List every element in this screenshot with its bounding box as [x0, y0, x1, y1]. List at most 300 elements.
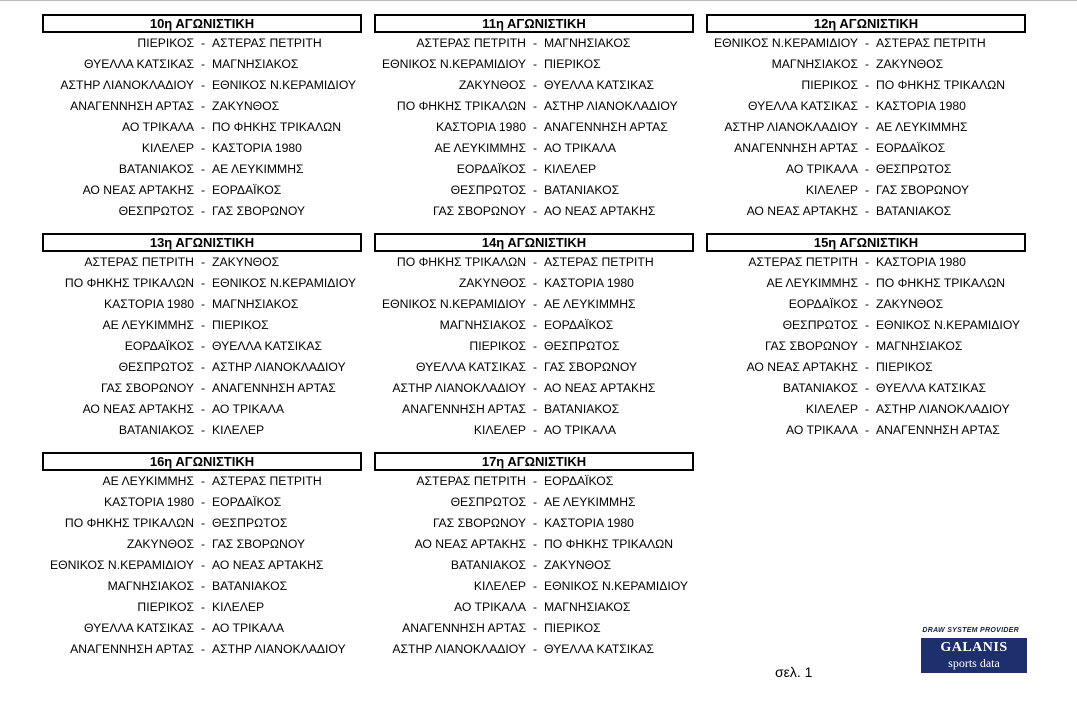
match-row — [42, 357, 362, 378]
match-row — [706, 252, 1026, 273]
home-team: ΓΑΣ ΣΒΟΡΩΝΟΥ — [100, 381, 194, 395]
away-team: ΑΟ ΤΡΙΚΑΛΑ — [212, 621, 285, 635]
home-team: ΠΙΕΡΙΚΟΣ — [469, 339, 526, 353]
round-title: 14η ΑΓΩΝΙΣΤΙΚΗ — [374, 233, 694, 252]
home-team: ΒΑΤΑΝΙΑΚΟΣ — [118, 162, 194, 176]
top-rule — [0, 0, 1077, 6]
away-team: ΖΑΚΥΝΘΟΣ — [212, 99, 280, 113]
round-block — [374, 452, 694, 660]
match-row — [374, 639, 694, 660]
match-row — [42, 336, 362, 357]
round-block — [706, 233, 1026, 441]
match-row — [42, 138, 362, 159]
match-row — [374, 336, 694, 357]
match-separator: - — [864, 78, 870, 92]
match-separator: - — [200, 402, 206, 416]
match-separator: - — [532, 474, 538, 488]
home-team: ΓΑΣ ΣΒΟΡΩΝΟΥ — [764, 339, 858, 353]
logo-box — [921, 638, 1027, 673]
away-team: ΚΙΛΕΛΕΡ — [212, 600, 265, 614]
home-team: ΕΘΝΙΚΟΣ Ν.ΚΕΡΑΜΙΔΙΟΥ — [381, 297, 526, 311]
match-separator: - — [532, 339, 538, 353]
match-row — [42, 420, 362, 441]
home-team: ΠΙΕΡΙΚΟΣ — [137, 600, 194, 614]
home-team: ΑΟ ΝΕΑΣ ΑΡΤΑΚΗΣ — [82, 183, 194, 197]
match-separator: - — [200, 141, 206, 155]
match-separator: - — [200, 423, 206, 437]
home-team: ΒΑΤΑΝΙΑΚΟΣ — [118, 423, 194, 437]
match-row — [374, 534, 694, 555]
match-row — [374, 618, 694, 639]
home-team: ΑΣΤΗΡ ΛΙΑΝΟΚΛΑΔΙΟΥ — [724, 120, 858, 134]
match-row — [706, 54, 1026, 75]
match-row — [706, 315, 1026, 336]
away-team: ΑΕ ΛΕΥΚΙΜΜΗΣ — [544, 297, 636, 311]
match-separator: - — [200, 183, 206, 197]
match-separator: - — [200, 516, 206, 530]
home-team: ΑΟ ΤΡΙΚΑΛΑ — [453, 600, 526, 614]
match-separator: - — [864, 183, 870, 197]
match-separator: - — [200, 99, 206, 113]
home-team: ΕΟΡΔΑΪΚΟΣ — [124, 339, 194, 353]
galanis-logo — [921, 626, 1027, 674]
round-title: 12η ΑΓΩΝΙΣΤΙΚΗ — [706, 14, 1026, 33]
match-row — [374, 420, 694, 441]
match-separator: - — [200, 255, 206, 269]
away-team: ΑΣΤΕΡΑΣ ΠΕΤΡΙΤΗ — [212, 36, 322, 50]
away-team: ΓΑΣ ΣΒΟΡΩΝΟΥ — [544, 360, 638, 374]
away-team: ΠΙΕΡΙΚΟΣ — [544, 621, 601, 635]
home-team: ΠΟ ΦΗΚΗΣ ΤΡΙΚΑΛΩΝ — [396, 99, 526, 113]
match-separator: - — [200, 600, 206, 614]
match-separator: - — [864, 276, 870, 290]
home-team: ΚΙΛΕΛΕΡ — [805, 402, 858, 416]
away-team: ΚΙΛΕΛΕΡ — [544, 162, 597, 176]
match-separator: - — [532, 621, 538, 635]
match-row — [42, 378, 362, 399]
away-team: ΠΟ ΦΗΚΗΣ ΤΡΙΚΑΛΩΝ — [544, 537, 674, 551]
match-row — [42, 159, 362, 180]
match-separator: - — [864, 360, 870, 374]
away-team: ΓΑΣ ΣΒΟΡΩΝΟΥ — [876, 183, 970, 197]
match-separator: - — [864, 318, 870, 332]
home-team: ΑΟ ΝΕΑΣ ΑΡΤΑΚΗΣ — [414, 537, 526, 551]
match-separator: - — [200, 558, 206, 572]
away-team: ΒΑΤΑΝΙΑΚΟΣ — [212, 579, 288, 593]
match-row — [42, 54, 362, 75]
away-team: ΚΑΣΤΟΡΙΑ 1980 — [876, 99, 966, 113]
away-team: ΠΙΕΡΙΚΟΣ — [212, 318, 269, 332]
match-separator: - — [200, 297, 206, 311]
away-team: ΑΕ ΛΕΥΚΙΜΜΗΣ — [212, 162, 304, 176]
match-row — [374, 117, 694, 138]
home-team: ΘΥΕΛΛΑ ΚΑΤΣΙΚΑΣ — [84, 57, 194, 71]
match-row — [706, 96, 1026, 117]
away-team: ΑΣΤΕΡΑΣ ΠΕΤΡΙΤΗ — [544, 255, 654, 269]
match-row — [42, 180, 362, 201]
round-block — [374, 14, 694, 222]
match-row — [706, 273, 1026, 294]
match-separator: - — [864, 120, 870, 134]
match-separator: - — [864, 339, 870, 353]
match-separator: - — [864, 162, 870, 176]
match-separator: - — [200, 78, 206, 92]
match-row — [374, 513, 694, 534]
away-team: ΘΥΕΛΛΑ ΚΑΤΣΙΚΑΣ — [544, 642, 654, 656]
home-team: ΘΥΕΛΛΑ ΚΑΤΣΙΚΑΣ — [416, 360, 526, 374]
match-separator: - — [532, 204, 538, 218]
away-team: ΠΙΕΡΙΚΟΣ — [544, 57, 601, 71]
match-row — [42, 492, 362, 513]
home-team: ΘΥΕΛΛΑ ΚΑΤΣΙΚΑΣ — [748, 99, 858, 113]
away-team: ΖΑΚΥΝΘΟΣ — [876, 57, 944, 71]
away-team: ΚΑΣΤΟΡΙΑ 1980 — [876, 255, 966, 269]
match-row — [42, 273, 362, 294]
match-separator: - — [532, 381, 538, 395]
match-row — [374, 273, 694, 294]
home-team: ΓΑΣ ΣΒΟΡΩΝΟΥ — [432, 516, 526, 530]
home-team: ΒΑΤΑΝΙΑΚΟΣ — [782, 381, 858, 395]
home-team: ΘΕΣΠΡΩΤΟΣ — [450, 183, 526, 197]
away-team: ΕΟΡΔΑΪΚΟΣ — [544, 474, 614, 488]
away-team: ΖΑΚΥΝΘΟΣ — [544, 558, 612, 572]
match-row — [374, 252, 694, 273]
away-team: ΒΑΤΑΝΙΑΚΟΣ — [544, 402, 620, 416]
match-row — [374, 357, 694, 378]
match-row — [42, 96, 362, 117]
match-separator: - — [532, 600, 538, 614]
match-row — [706, 159, 1026, 180]
match-row — [374, 180, 694, 201]
away-team: ΘΥΕΛΛΑ ΚΑΤΣΙΚΑΣ — [212, 339, 322, 353]
match-separator: - — [200, 642, 206, 656]
away-team: ΑΕ ΛΕΥΚΙΜΜΗΣ — [876, 120, 968, 134]
round-block — [42, 14, 362, 222]
home-team: ΠΟ ΦΗΚΗΣ ΤΡΙΚΑΛΩΝ — [64, 276, 194, 290]
away-team: ΑΟ ΤΡΙΚΑΛΑ — [544, 423, 617, 437]
away-team: ΖΑΚΥΝΘΟΣ — [876, 297, 944, 311]
match-row — [42, 33, 362, 54]
match-row — [42, 576, 362, 597]
home-team: ΠΟ ΦΗΚΗΣ ΤΡΙΚΑΛΩΝ — [64, 516, 194, 530]
away-team: ΕΟΡΔΑΪΚΟΣ — [212, 495, 282, 509]
match-separator: - — [200, 339, 206, 353]
match-separator: - — [532, 162, 538, 176]
match-separator: - — [864, 402, 870, 416]
logo-tagline: DRAW SYSTEM PROVIDER — [922, 627, 1019, 634]
match-separator: - — [864, 99, 870, 113]
away-team: ΕΘΝΙΚΟΣ Ν.ΚΕΡΑΜΙΔΙΟΥ — [212, 78, 357, 92]
match-separator: - — [532, 120, 538, 134]
away-team: ΑΟ ΝΕΑΣ ΑΡΤΑΚΗΣ — [212, 558, 324, 572]
away-team: ΘΥΕΛΛΑ ΚΑΤΣΙΚΑΣ — [876, 381, 986, 395]
home-team: ΠΟ ΦΗΚΗΣ ΤΡΙΚΑΛΩΝ — [396, 255, 526, 269]
away-team: ΑΕ ΛΕΥΚΙΜΜΗΣ — [544, 495, 636, 509]
home-team: ΒΑΤΑΝΙΑΚΟΣ — [450, 558, 526, 572]
match-separator: - — [532, 297, 538, 311]
match-row — [42, 252, 362, 273]
match-row — [374, 492, 694, 513]
home-team: ΜΑΓΝΗΣΙΑΚΟΣ — [771, 57, 858, 71]
match-row — [706, 75, 1026, 96]
away-team: ΑΟ ΤΡΙΚΑΛΑ — [212, 402, 285, 416]
match-row — [42, 201, 362, 222]
home-team: ΑΝΑΓΕΝΝΗΣΗ ΑΡΤΑΣ — [734, 141, 858, 155]
match-separator: - — [532, 537, 538, 551]
match-separator: - — [864, 381, 870, 395]
home-team: ΑΝΑΓΕΝΝΗΣΗ ΑΡΤΑΣ — [402, 621, 526, 635]
match-row — [374, 576, 694, 597]
match-separator: - — [200, 474, 206, 488]
match-row — [706, 117, 1026, 138]
match-separator: - — [532, 516, 538, 530]
home-team: ΕΟΡΔΑΪΚΟΣ — [788, 297, 858, 311]
match-separator: - — [200, 495, 206, 509]
match-separator: - — [532, 36, 538, 50]
home-team: ΖΑΚΥΝΘΟΣ — [458, 78, 526, 92]
home-team: ΚΑΣΤΟΡΙΑ 1980 — [436, 120, 526, 134]
away-team: ΓΑΣ ΣΒΟΡΩΝΟΥ — [212, 537, 306, 551]
away-team: ΑΣΤΗΡ ΛΙΑΝΟΚΛΑΔΙΟΥ — [212, 360, 346, 374]
home-team: ΑΟ ΝΕΑΣ ΑΡΤΑΚΗΣ — [746, 204, 858, 218]
away-team: ΚΑΣΤΟΡΙΑ 1980 — [544, 516, 634, 530]
match-separator: - — [532, 423, 538, 437]
round-title: 11η ΑΓΩΝΙΣΤΙΚΗ — [374, 14, 694, 33]
match-row — [706, 201, 1026, 222]
home-team: ΑΝΑΓΕΝΝΗΣΗ ΑΡΤΑΣ — [70, 642, 194, 656]
match-separator: - — [200, 162, 206, 176]
away-team: ΑΣΤΗΡ ΛΙΑΝΟΚΛΑΔΙΟΥ — [876, 402, 1010, 416]
home-team: ΑΣΤΗΡ ΛΙΑΝΟΚΛΑΔΙΟΥ — [392, 642, 526, 656]
round-title: 16η ΑΓΩΝΙΣΤΙΚΗ — [42, 452, 362, 471]
home-team: ΑΕ ΛΕΥΚΙΜΜΗΣ — [102, 474, 194, 488]
match-row — [42, 117, 362, 138]
match-row — [374, 399, 694, 420]
home-team: ΑΕ ΛΕΥΚΙΜΜΗΣ — [766, 276, 858, 290]
match-row — [42, 315, 362, 336]
match-separator: - — [532, 255, 538, 269]
home-team: ΑΕ ΛΕΥΚΙΜΜΗΣ — [102, 318, 194, 332]
match-separator: - — [864, 423, 870, 437]
home-team: ΘΕΣΠΡΩΤΟΣ — [118, 360, 194, 374]
away-team: ΜΑΓΝΗΣΙΑΚΟΣ — [544, 36, 631, 50]
away-team: ΘΕΣΠΡΩΤΟΣ — [212, 516, 288, 530]
home-team: ΑΝΑΓΕΝΝΗΣΗ ΑΡΤΑΣ — [70, 99, 194, 113]
home-team: ΖΑΚΥΝΘΟΣ — [458, 276, 526, 290]
match-row — [374, 378, 694, 399]
away-team: ΑΟ ΤΡΙΚΑΛΑ — [544, 141, 617, 155]
home-team: ΕΘΝΙΚΟΣ Ν.ΚΕΡΑΜΙΔΙΟΥ — [713, 36, 858, 50]
match-row — [374, 75, 694, 96]
home-team: ΘΕΣΠΡΩΤΟΣ — [450, 495, 526, 509]
match-separator: - — [200, 579, 206, 593]
match-separator: - — [200, 36, 206, 50]
away-team: ΓΑΣ ΣΒΟΡΩΝΟΥ — [212, 204, 306, 218]
away-team: ΘΥΕΛΛΑ ΚΑΤΣΙΚΑΣ — [544, 78, 654, 92]
match-separator: - — [864, 57, 870, 71]
round-block — [42, 452, 362, 660]
match-separator: - — [200, 276, 206, 290]
away-team: ΑΟ ΝΕΑΣ ΑΡΤΑΚΗΣ — [544, 381, 656, 395]
away-team: ΒΑΤΑΝΙΑΚΟΣ — [876, 204, 952, 218]
match-separator: - — [532, 276, 538, 290]
home-team: ΚΙΛΕΛΕΡ — [141, 141, 194, 155]
home-team: ΚΙΛΕΛΕΡ — [805, 183, 858, 197]
match-separator: - — [200, 318, 206, 332]
home-team: ΑΣΤΕΡΑΣ ΠΕΤΡΙΤΗ — [84, 255, 194, 269]
match-row — [374, 315, 694, 336]
home-team: ΕΘΝΙΚΟΣ Ν.ΚΕΡΑΜΙΔΙΟΥ — [49, 558, 194, 572]
away-team: ΜΑΓΝΗΣΙΑΚΟΣ — [212, 297, 299, 311]
match-row — [42, 513, 362, 534]
home-team: ΘΥΕΛΛΑ ΚΑΤΣΙΚΑΣ — [84, 621, 194, 635]
home-team: ΚΑΣΤΟΡΙΑ 1980 — [104, 297, 194, 311]
match-row — [706, 33, 1026, 54]
logo-subtitle: sports data — [948, 656, 1000, 670]
round-block — [374, 233, 694, 441]
match-separator: - — [532, 99, 538, 113]
away-team: ΑΣΤΗΡ ΛΙΑΝΟΚΛΑΔΙΟΥ — [544, 99, 678, 113]
match-row — [42, 639, 362, 660]
away-team: ΑΟ ΝΕΑΣ ΑΡΤΑΚΗΣ — [544, 204, 656, 218]
home-team: ΚΑΣΤΟΡΙΑ 1980 — [104, 495, 194, 509]
match-separator: - — [200, 381, 206, 395]
home-team: ΑΟ ΝΕΑΣ ΑΡΤΑΚΗΣ — [746, 360, 858, 374]
home-team: ΑΝΑΓΕΝΝΗΣΗ ΑΡΤΑΣ — [402, 402, 526, 416]
away-team: ΘΕΣΠΡΩΤΟΣ — [544, 339, 620, 353]
home-team: ΓΑΣ ΣΒΟΡΩΝΟΥ — [432, 204, 526, 218]
round-title: 15η ΑΓΩΝΙΣΤΙΚΗ — [706, 233, 1026, 252]
away-team: ΑΝΑΓΕΝΝΗΣΗ ΑΡΤΑΣ — [876, 423, 1000, 437]
match-separator: - — [200, 360, 206, 374]
round-title: 13η ΑΓΩΝΙΣΤΙΚΗ — [42, 233, 362, 252]
match-separator: - — [532, 141, 538, 155]
home-team: ΕΟΡΔΑΪΚΟΣ — [456, 162, 526, 176]
home-team: ΚΙΛΕΛΕΡ — [473, 423, 526, 437]
home-team: ΠΙΕΡΙΚΟΣ — [137, 36, 194, 50]
away-team: ΑΝΑΓΕΝΝΗΣΗ ΑΡΤΑΣ — [544, 120, 668, 134]
match-row — [374, 201, 694, 222]
round-title: 10η ΑΓΩΝΙΣΤΙΚΗ — [42, 14, 362, 33]
match-separator: - — [532, 402, 538, 416]
home-team: ΖΑΚΥΝΘΟΣ — [126, 537, 194, 551]
match-separator: - — [200, 204, 206, 218]
match-row — [374, 555, 694, 576]
away-team: ΜΑΓΝΗΣΙΑΚΟΣ — [876, 339, 963, 353]
away-team: ΜΑΓΝΗΣΙΑΚΟΣ — [544, 600, 631, 614]
match-separator: - — [864, 255, 870, 269]
match-row — [706, 138, 1026, 159]
match-row — [42, 597, 362, 618]
away-team: ΑΣΤΕΡΑΣ ΠΕΤΡΙΤΗ — [212, 474, 322, 488]
match-row — [706, 357, 1026, 378]
home-team: ΜΑΓΝΗΣΙΑΚΟΣ — [439, 318, 526, 332]
match-separator: - — [864, 36, 870, 50]
match-row — [42, 75, 362, 96]
match-separator: - — [532, 318, 538, 332]
match-separator: - — [200, 57, 206, 71]
match-row — [42, 294, 362, 315]
match-row — [374, 471, 694, 492]
away-team: ΕΟΡΔΑΪΚΟΣ — [876, 141, 946, 155]
match-row — [374, 138, 694, 159]
away-team: ΕΟΡΔΑΪΚΟΣ — [212, 183, 282, 197]
match-row — [706, 180, 1026, 201]
away-team: ΚΑΣΤΟΡΙΑ 1980 — [544, 276, 634, 290]
home-team: ΑΣΤΗΡ ΛΙΑΝΟΚΛΑΔΙΟΥ — [60, 78, 194, 92]
away-team: ΕΟΡΔΑΪΚΟΣ — [544, 318, 614, 332]
match-separator: - — [532, 360, 538, 374]
home-team: ΠΙΕΡΙΚΟΣ — [801, 78, 858, 92]
match-row — [42, 471, 362, 492]
home-team: ΑΣΤΕΡΑΣ ΠΕΤΡΙΤΗ — [416, 36, 526, 50]
home-team: ΑΟ ΤΡΙΚΑΛΑ — [785, 423, 858, 437]
match-row — [374, 294, 694, 315]
away-team: ΠΙΕΡΙΚΟΣ — [876, 360, 933, 374]
away-team: ΚΑΣΤΟΡΙΑ 1980 — [212, 141, 302, 155]
round-title: 17η ΑΓΩΝΙΣΤΙΚΗ — [374, 452, 694, 471]
away-team: ΠΟ ΦΗΚΗΣ ΤΡΙΚΑΛΩΝ — [876, 78, 1006, 92]
home-team: ΕΘΝΙΚΟΣ Ν.ΚΕΡΑΜΙΔΙΟΥ — [381, 57, 526, 71]
match-separator: - — [864, 297, 870, 311]
match-row — [706, 399, 1026, 420]
home-team: ΑΟ ΝΕΑΣ ΑΡΤΑΚΗΣ — [82, 402, 194, 416]
match-separator: - — [864, 141, 870, 155]
away-team: ΠΟ ΦΗΚΗΣ ΤΡΙΚΑΛΩΝ — [876, 276, 1006, 290]
match-row — [42, 618, 362, 639]
away-team: ΑΣΤΗΡ ΛΙΑΝΟΚΛΑΔΙΟΥ — [212, 642, 346, 656]
match-row — [374, 54, 694, 75]
match-separator: - — [200, 537, 206, 551]
match-row — [706, 294, 1026, 315]
away-team: ΑΝΑΓΕΝΝΗΣΗ ΑΡΤΑΣ — [212, 381, 336, 395]
round-block — [706, 14, 1026, 222]
match-row — [374, 33, 694, 54]
away-team: ΕΘΝΙΚΟΣ Ν.ΚΕΡΑΜΙΔΙΟΥ — [876, 318, 1021, 332]
away-team: ΕΘΝΙΚΟΣ Ν.ΚΕΡΑΜΙΔΙΟΥ — [212, 276, 357, 290]
away-team: ΜΑΓΝΗΣΙΑΚΟΣ — [212, 57, 299, 71]
home-team: ΘΕΣΠΡΩΤΟΣ — [118, 204, 194, 218]
match-separator: - — [532, 495, 538, 509]
match-row — [706, 378, 1026, 399]
match-row — [706, 420, 1026, 441]
home-team: ΑΕ ΛΕΥΚΙΜΜΗΣ — [434, 141, 526, 155]
home-team: ΘΕΣΠΡΩΤΟΣ — [782, 318, 858, 332]
page-number: σελ. 1 — [775, 664, 813, 680]
round-block — [42, 233, 362, 441]
match-row — [706, 336, 1026, 357]
home-team: ΑΟ ΤΡΙΚΑΛΑ — [121, 120, 194, 134]
home-team: ΑΣΤΕΡΑΣ ΠΕΤΡΙΤΗ — [748, 255, 858, 269]
match-row — [42, 534, 362, 555]
away-team: ΚΙΛΕΛΕΡ — [212, 423, 265, 437]
logo-brand: GALANIS — [940, 640, 1008, 655]
match-separator: - — [532, 579, 538, 593]
match-row — [42, 555, 362, 576]
match-separator: - — [200, 120, 206, 134]
match-row — [42, 399, 362, 420]
match-row — [374, 597, 694, 618]
home-team: ΑΟ ΤΡΙΚΑΛΑ — [785, 162, 858, 176]
home-team: ΜΑΓΝΗΣΙΑΚΟΣ — [107, 579, 194, 593]
match-row — [374, 159, 694, 180]
match-separator: - — [532, 558, 538, 572]
away-team: ΠΟ ΦΗΚΗΣ ΤΡΙΚΑΛΩΝ — [212, 120, 342, 134]
away-team: ΒΑΤΑΝΙΑΚΟΣ — [544, 183, 620, 197]
away-team: ΘΕΣΠΡΩΤΟΣ — [876, 162, 952, 176]
away-team: ΕΘΝΙΚΟΣ Ν.ΚΕΡΑΜΙΔΙΟΥ — [544, 579, 689, 593]
match-separator: - — [532, 57, 538, 71]
